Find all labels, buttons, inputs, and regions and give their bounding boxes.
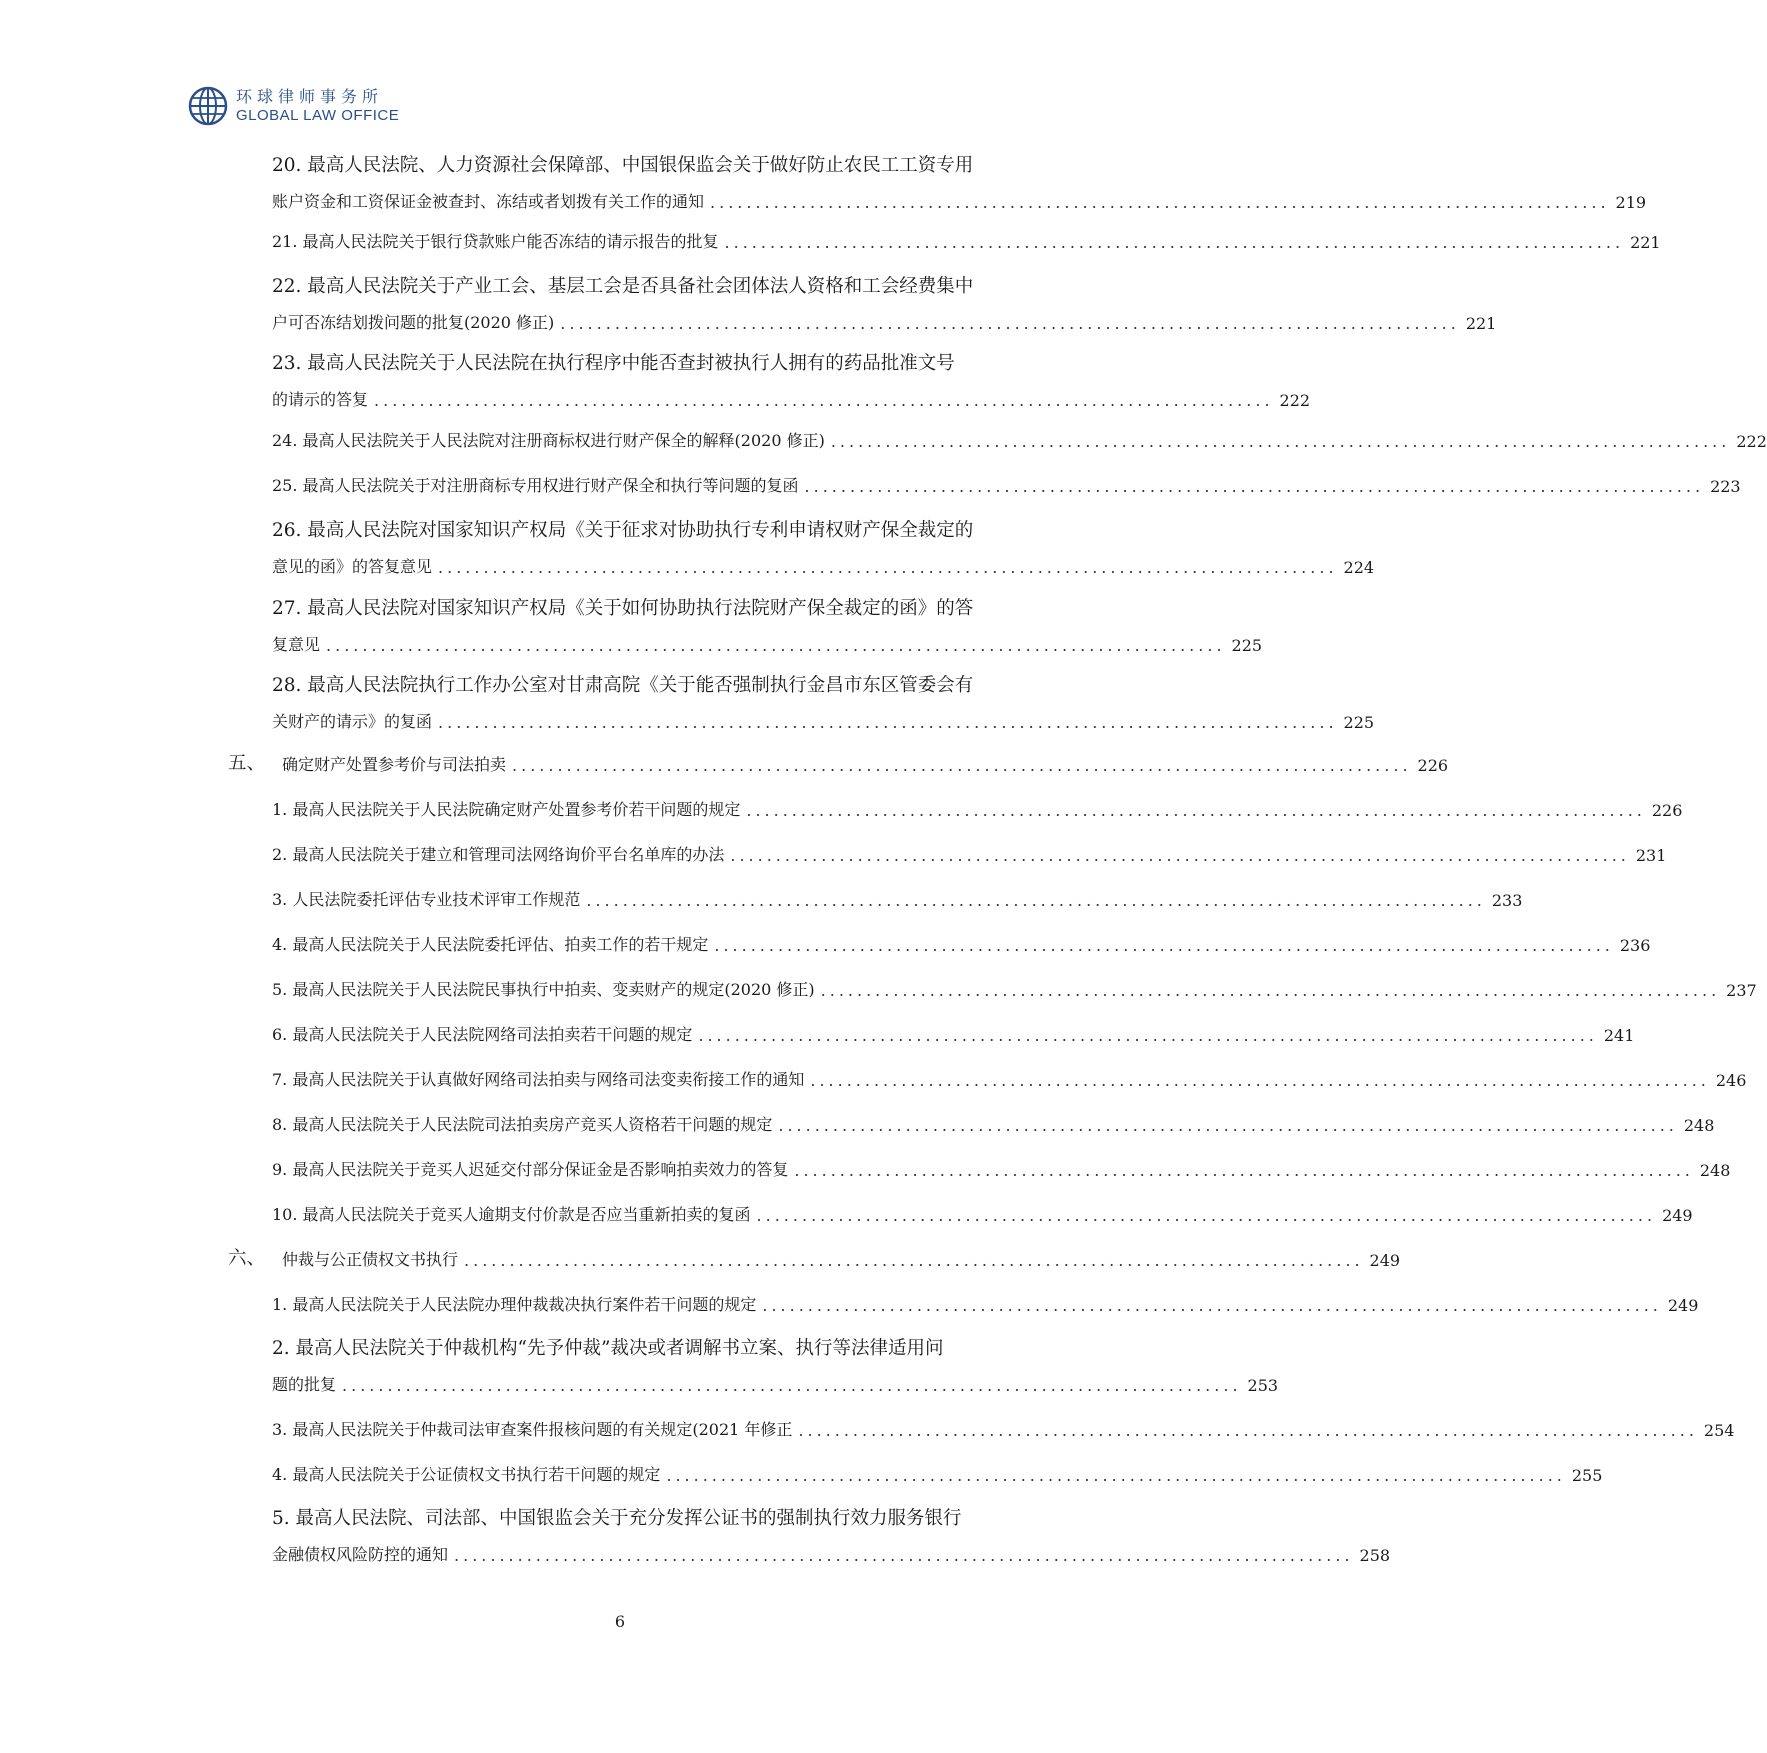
dot-leader: ...................................................................................................: [810, 1071, 1710, 1090]
toc-entry-title: 意见的函》的答复意见: [272, 557, 433, 576]
header-logo: [188, 86, 399, 126]
toc-page-number: 222: [1736, 432, 1767, 451]
toc-entry[interactable]: [272, 932, 1651, 955]
dot-leader: ...................................................................................................: [438, 558, 1338, 577]
toc-entry[interactable]: [272, 1417, 1735, 1440]
toc-entry[interactable]: [272, 887, 1523, 910]
toc-entry-title-line1: 26. 最高人民法院对国家知识产权局《关于征求对协助执行专利申请权财产保全裁定的: [272, 520, 974, 541]
logo-english-name: GLOBAL LAW OFFICE: [236, 107, 400, 124]
toc-entry-title: 3. 最高人民法院关于仲裁司法审查案件报核问题的有关规定(2021 年修正: [272, 1420, 793, 1439]
toc-entry-title: 的请示的答复: [272, 390, 369, 409]
toc-entry-title-line1: 2. 最高人民法院关于仲裁机构“先予仲裁”裁决或者调解书立案、执行等法律适用问: [272, 1338, 944, 1359]
dot-leader: ...................................................................................................: [710, 193, 1610, 212]
toc-page-number: 258: [1359, 1546, 1391, 1565]
toc-page-number: 248: [1699, 1161, 1731, 1180]
dot-leader: ...................................................................................................: [666, 1466, 1566, 1485]
toc-page-number: 237: [1726, 981, 1757, 1000]
toc-page-number: 241: [1603, 1026, 1635, 1045]
toc-page-number: 223: [1710, 477, 1741, 496]
dot-leader: ...................................................................................................: [560, 314, 1460, 333]
toc-entry-title: 6. 最高人民法院关于人民法院网络司法拍卖若干问题的规定: [272, 1025, 693, 1044]
toc-entry-title: 金融债权风险防控的通知: [272, 1545, 449, 1564]
section-number: 六、: [228, 1248, 266, 1269]
toc-entry-title: 3. 人民法院委托评估专业技术评审工作规范: [272, 890, 581, 909]
toc-entry-title: 7. 最高人民法院关于认真做好网络司法拍卖与网络司法变卖衔接工作的通知: [272, 1070, 805, 1089]
toc-entry[interactable]: [272, 229, 1661, 252]
toc-entry-leader[interactable]: [272, 189, 1647, 212]
toc-entry-leader[interactable]: [272, 310, 1497, 333]
page-number: 6: [614, 1612, 626, 1631]
toc-entry-leader[interactable]: [272, 554, 1375, 577]
toc-entry-title: 户可否冻结划拨问题的批复(2020 修正): [272, 313, 555, 332]
toc-entry[interactable]: [272, 1112, 1715, 1135]
toc-entry-title-line1: 20. 最高人民法院、人力资源社会保障部、中国银保监会关于做好防止农民工工资专用: [272, 155, 974, 176]
section-number: 五、: [228, 753, 266, 774]
toc-page-number: 226: [1417, 756, 1449, 775]
toc-page-number: 246: [1715, 1071, 1747, 1090]
toc-section-heading[interactable]: [282, 752, 1449, 775]
toc-entry-title-line1: 23. 最高人民法院关于人民法院在执行程序中能否查封被执行人拥有的药品批准文号: [272, 353, 955, 374]
toc-entry-title-line1: 5. 最高人民法院、司法部、中国银监会关于充分发挥公证书的强制执行效力服务银行: [272, 1508, 962, 1529]
toc-page-number: 219: [1615, 193, 1647, 212]
toc-section-heading[interactable]: [282, 1247, 1401, 1270]
toc-page-number: 221: [1465, 314, 1497, 333]
toc-entry-title: 4. 最高人民法院关于人民法院委托评估、拍卖工作的若干规定: [272, 935, 709, 954]
dot-leader: ...................................................................................................: [798, 1421, 1698, 1440]
toc-section-title: 仲裁与公正债权文书执行: [282, 1250, 459, 1269]
dot-leader: ...................................................................................................: [730, 846, 1630, 865]
dot-leader: ...................................................................................................: [756, 1206, 1657, 1225]
toc-entry[interactable]: [272, 797, 1683, 820]
toc-entry[interactable]: [272, 1022, 1635, 1045]
toc-entry-title: 5. 最高人民法院关于人民法院民事执行中拍卖、变卖财产的规定(2020 修正): [272, 980, 815, 999]
toc-page-number: 255: [1571, 1466, 1603, 1485]
toc-entry-title: 1. 最高人民法院关于人民法院确定财产处置参考价若干问题的规定: [272, 800, 741, 819]
dot-leader: ...................................................................................................: [698, 1026, 1598, 1045]
toc-entry-title: 题的批复: [272, 1375, 337, 1394]
dot-leader: ...................................................................................................: [454, 1546, 1354, 1565]
toc-entry-title: 9. 最高人民法院关于竞买人迟延交付部分保证金是否影响拍卖效力的答复: [272, 1160, 789, 1179]
logo-chinese-name: 环球律师事务所: [236, 87, 384, 106]
dot-leader: ...................................................................................................: [746, 801, 1646, 820]
dot-leader: ...................................................................................................: [724, 233, 1625, 252]
toc-entry[interactable]: [272, 977, 1757, 1000]
toc-page-number: 249: [1667, 1296, 1699, 1315]
toc-entry[interactable]: [272, 1157, 1731, 1180]
toc-page-number: 225: [1231, 636, 1263, 655]
dot-leader: ...................................................................................................: [586, 891, 1486, 910]
toc-entry[interactable]: [272, 428, 1767, 451]
dot-leader: ...................................................................................................: [794, 1161, 1694, 1180]
toc-entry-title: 复意见: [272, 635, 321, 654]
dot-leader: ...................................................................................................: [762, 1296, 1662, 1315]
dot-leader: ...................................................................................................: [326, 636, 1226, 655]
toc-entry-title: 24. 最高人民法院关于人民法院对注册商标权进行财产保全的解释(2020 修正): [272, 431, 825, 450]
toc-page-number: 236: [1619, 936, 1651, 955]
toc-entry-title: 4. 最高人民法院关于公证债权文书执行若干问题的规定: [272, 1465, 661, 1484]
dot-leader: ...................................................................................................: [778, 1116, 1678, 1135]
toc-entry-title-line1: 28. 最高人民法院执行工作办公室对甘肃高院《关于能否强制执行金昌市东区管委会有: [272, 675, 974, 696]
dot-leader: ...................................................................................................: [342, 1376, 1242, 1395]
toc-entry[interactable]: [272, 1292, 1699, 1315]
toc-entry-title-line1: 22. 最高人民法院关于产业工会、基层工会是否具备社会团体法人资格和工会经费集中: [272, 276, 974, 297]
toc-entry[interactable]: [272, 1202, 1693, 1225]
dot-leader: ...................................................................................................: [804, 477, 1705, 496]
toc-entry-leader[interactable]: [272, 1542, 1391, 1565]
toc-entry-title: 25. 最高人民法院关于对注册商标专用权进行财产保全和执行等问题的复函: [272, 476, 799, 495]
toc-entry-leader[interactable]: [272, 632, 1263, 655]
toc-page-number: 222: [1279, 391, 1311, 410]
toc-page-number: 226: [1651, 801, 1683, 820]
dot-leader: ...................................................................................................: [374, 391, 1274, 410]
toc-page-number: 225: [1343, 713, 1375, 732]
dot-leader: ...................................................................................................: [512, 756, 1412, 775]
toc-page-number: 233: [1491, 891, 1523, 910]
toc-entry-title: 账户资金和工资保证金被查封、冻结或者划拨有关工作的通知: [272, 192, 705, 211]
toc-entry-leader[interactable]: [272, 709, 1375, 732]
toc-entry[interactable]: [272, 1067, 1747, 1090]
toc-entry-leader[interactable]: [272, 387, 1311, 410]
dot-leader: ...................................................................................................: [830, 432, 1731, 451]
toc-entry-title-line1: 27. 最高人民法院对国家知识产权局《关于如何协助执行法院财产保全裁定的函》的答: [272, 598, 974, 619]
dot-leader: ...................................................................................................: [438, 713, 1338, 732]
toc-page-number: 224: [1343, 558, 1375, 577]
toc-entry[interactable]: [272, 1462, 1603, 1485]
dot-leader: ...................................................................................................: [714, 936, 1614, 955]
toc-entry-title: 关财产的请示》的复函: [272, 712, 433, 731]
toc-page-number: 221: [1630, 233, 1661, 252]
toc-page-number: 249: [1662, 1206, 1693, 1225]
dot-leader: ...................................................................................................: [464, 1251, 1364, 1270]
toc-page-number: 254: [1703, 1421, 1735, 1440]
toc-page-number: 249: [1369, 1251, 1401, 1270]
dot-leader: ...................................................................................................: [820, 981, 1721, 1000]
globe-logo-icon: [188, 86, 228, 126]
toc-entry[interactable]: [272, 842, 1667, 865]
toc-section-title: 确定财产处置参考价与司法拍卖: [282, 755, 507, 774]
toc-entry-title: 1. 最高人民法院关于人民法院办理仲裁裁决执行案件若干问题的规定: [272, 1295, 757, 1314]
toc-entry-title: 10. 最高人民法院关于竞买人逾期支付价款是否应当重新拍卖的复函: [272, 1205, 751, 1224]
toc-page-number: 253: [1247, 1376, 1279, 1395]
toc-entry-title: 8. 最高人民法院关于人民法院司法拍卖房产竞买人资格若干问题的规定: [272, 1115, 773, 1134]
toc-entry-title: 2. 最高人民法院关于建立和管理司法网络询价平台名单库的办法: [272, 845, 725, 864]
toc-page-number: 231: [1635, 846, 1667, 865]
toc-entry-leader[interactable]: [272, 1372, 1279, 1395]
toc-entry-title: 21. 最高人民法院关于银行贷款账户能否冻结的请示报告的批复: [272, 232, 719, 251]
toc-page-number: 248: [1683, 1116, 1715, 1135]
toc-entry[interactable]: [272, 473, 1741, 496]
